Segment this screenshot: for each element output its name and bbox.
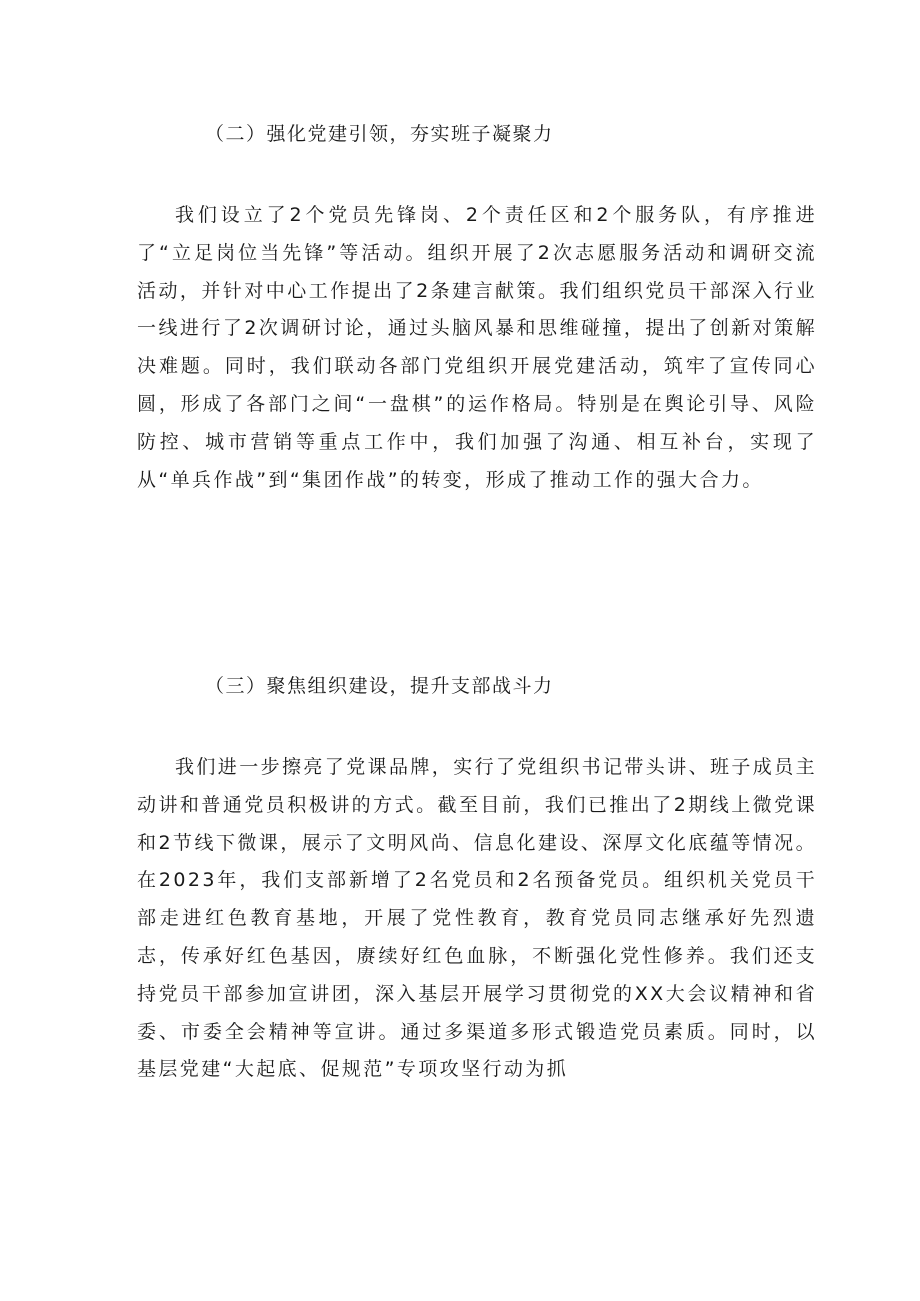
section-paragraph-strengthen-leadership: 我们设立了2个党员先锋岗、2个责任区和2个服务队，有序推进了“立足岗位当先锋”等活动。组织开展了2次志愿服务活动和调研交流活动，并针对中心工作提出了2条建言献策。我们组织党员干部深入行业一线进行了2次调研讨论，通过头脑风暴和思维碰撞，提出了创新对策解决难题。同时，我们联动各部门党组织开展党建活动，筑牢了宣传同心圆，形成了各部门之间“一盘棋”的运作格局。特别是在舆论引导、风险防控、城市营销等重点工作中，我们加强了沟通、相互补台，实现了从“单兵作战”到“集团作战”的转变，形成了推动工作的强大合力。 (137, 204, 817, 491)
section-heading-strengthen-leadership: （二）强化党建引领，夯实班子凝聚力 (205, 123, 554, 145)
section-heading-organization-building: （三）聚焦组织建设，提升支部战斗力 (205, 675, 554, 697)
section-paragraph-organization-building: 我们进一步擦亮了党课品牌，实行了党组织书记带头讲、班子成员主动讲和普通党员积极讲的方式。截至目前，我们已推出了2期线上微党课和2节线下微课，展示了文明风尚、信息化建设、深厚文化底蕴等情况。在2023年，我们支部新增了2名党员和2名预备党员。组织机关党员干部走进红色教育基地，开展了党性教育，教育党员同志继承好先烈遗志，传承好红色基因，赓续好红色血脉，不断强化党性修养。我们还支持党员干部参加宣讲团，深入基层开展学习贯彻党的XX大会议精神和省委、市委全会精神等宣讲。通过多渠道多形式锻造党员素质。同时，以基层党建“大起底、促规范”专项攻坚行动为抓 (137, 756, 818, 1081)
